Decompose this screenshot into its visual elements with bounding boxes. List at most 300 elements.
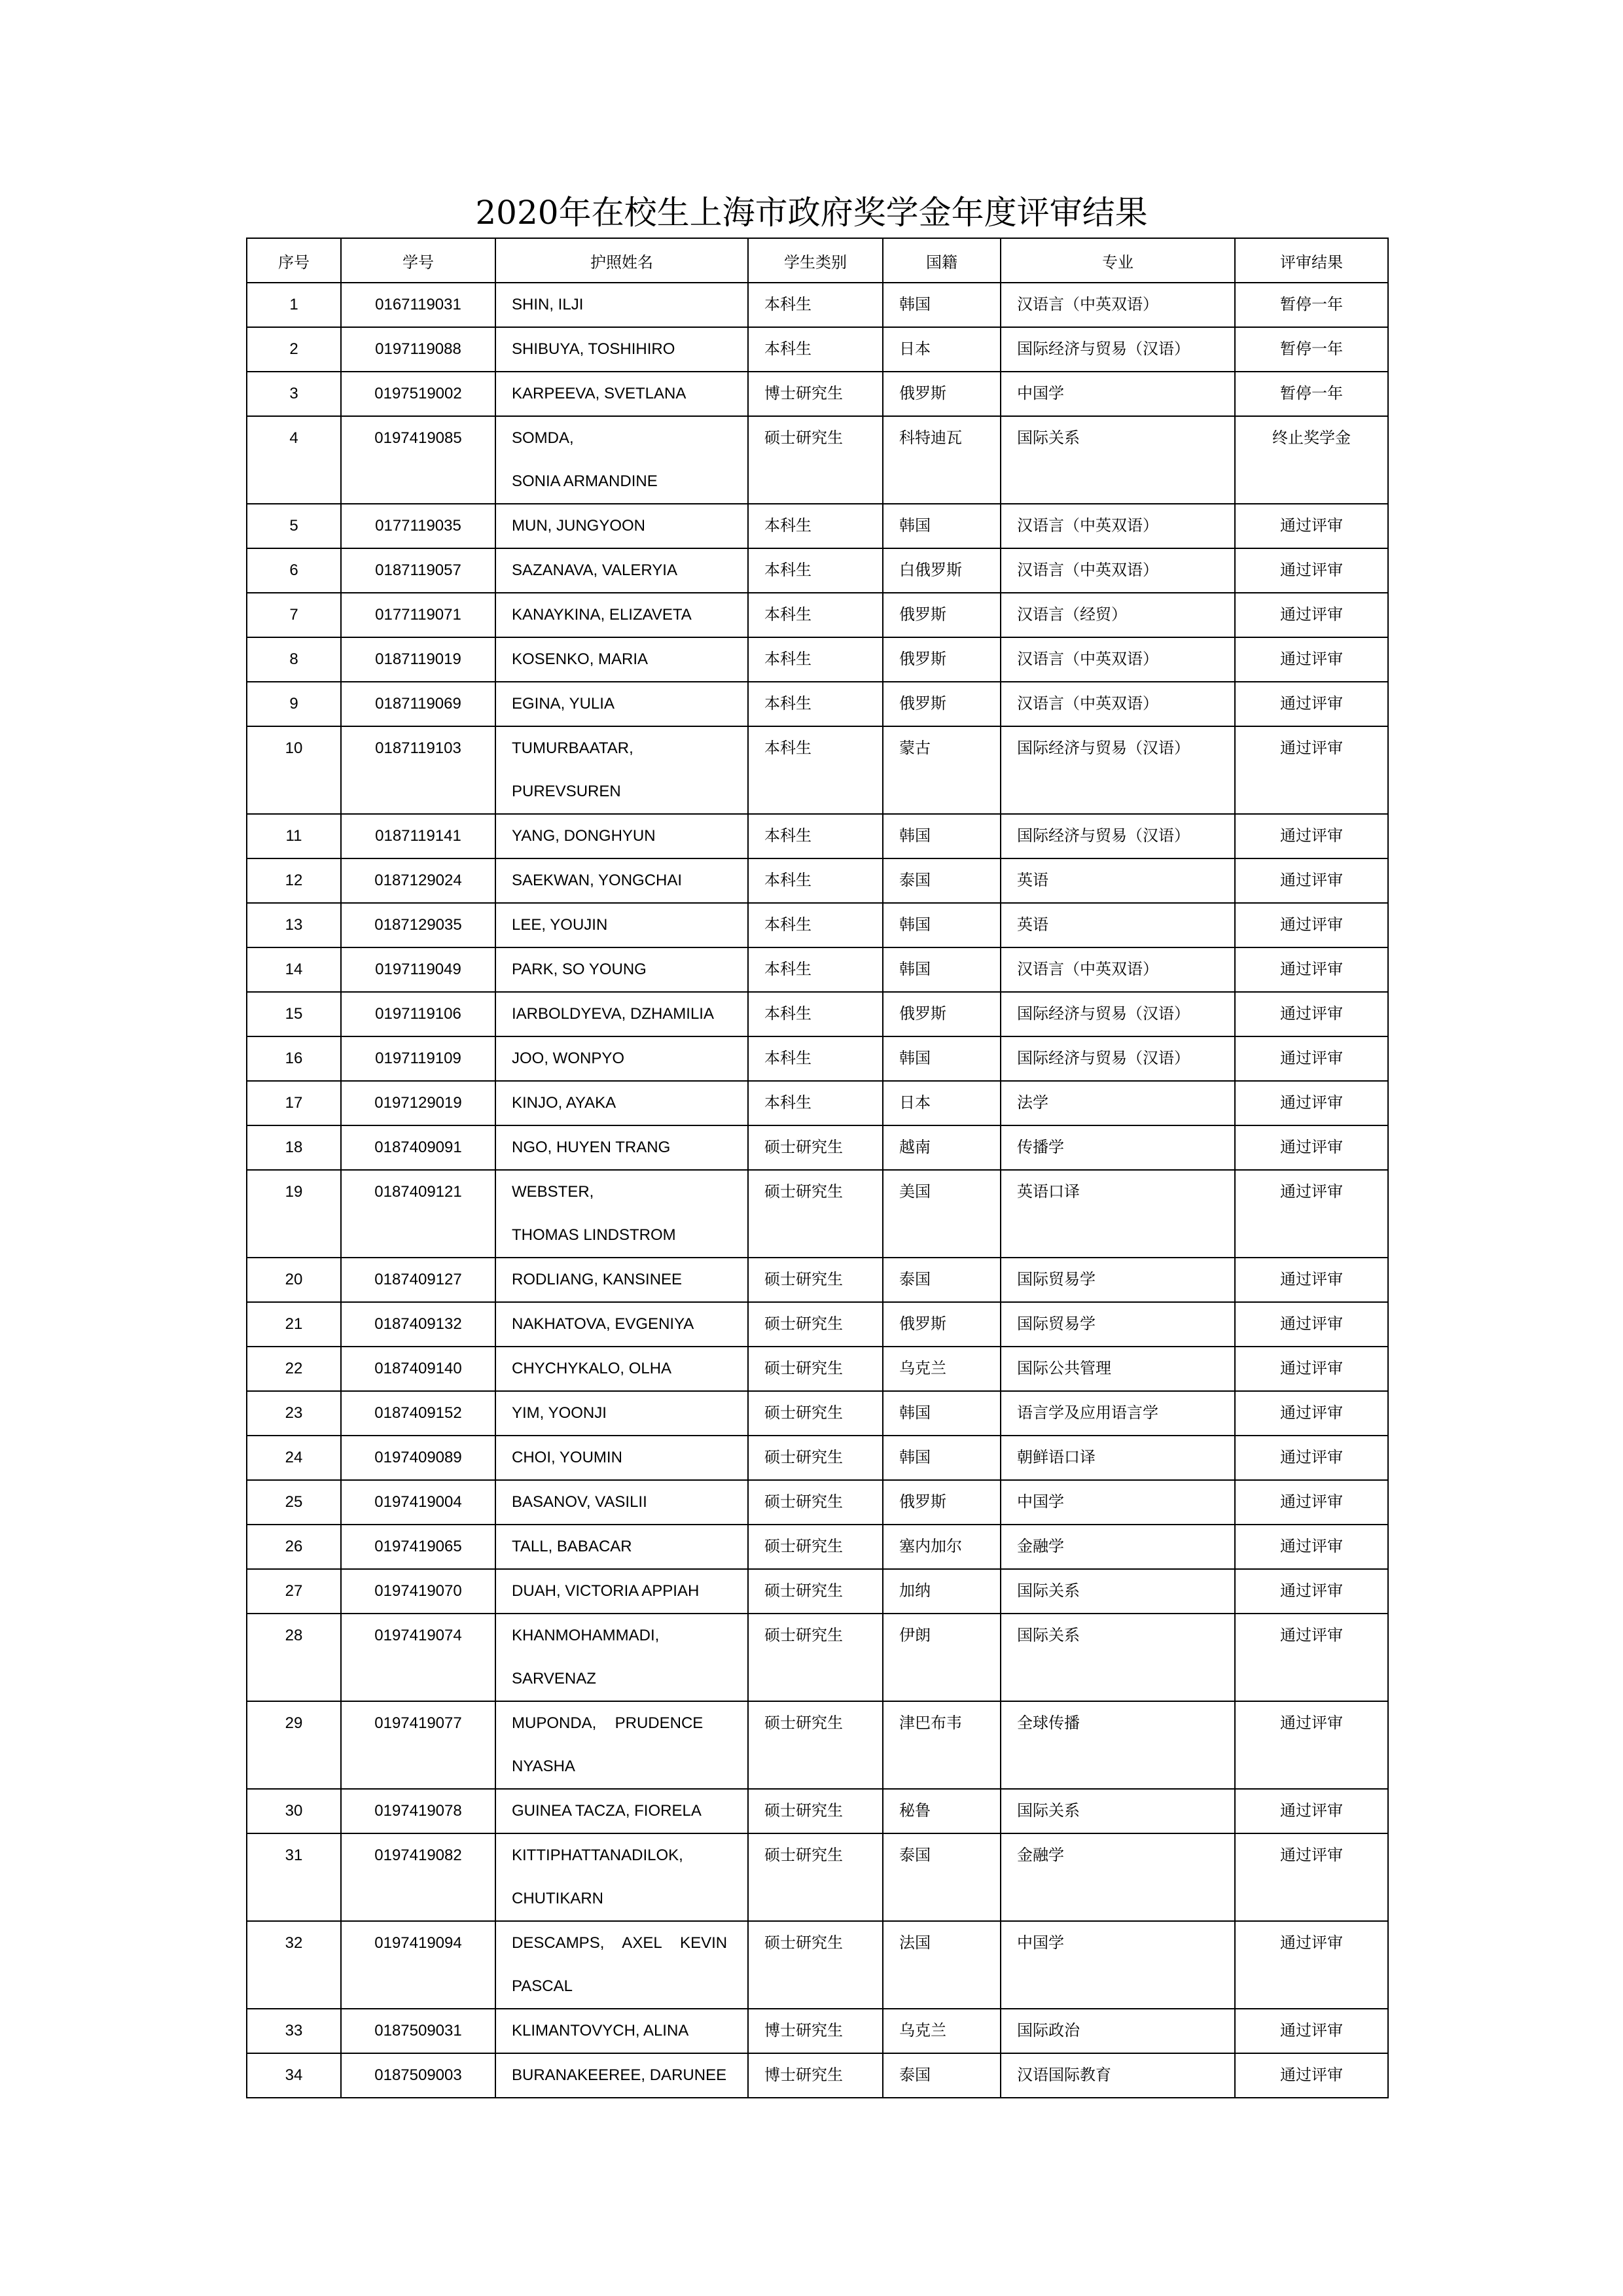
cell-seq-text: 16 bbox=[285, 1050, 303, 1067]
cell-major bbox=[1001, 416, 1235, 504]
cell-result-text: 通过评审 bbox=[1280, 1050, 1343, 1067]
cell-result bbox=[1235, 1921, 1388, 2009]
cell-result bbox=[1235, 283, 1388, 327]
cell-result bbox=[1235, 504, 1388, 548]
cell-result bbox=[1235, 1789, 1388, 1833]
cell-student-id bbox=[341, 1170, 495, 1258]
cell-student-type-text: 硕士研究生 bbox=[764, 1627, 843, 1644]
cell-result bbox=[1235, 548, 1388, 593]
cell-result-text: 通过评审 bbox=[1280, 916, 1343, 934]
cell-result-text: 通过评审 bbox=[1280, 739, 1343, 757]
cell-result-text: 通过评审 bbox=[1280, 827, 1343, 845]
cell-result bbox=[1235, 1125, 1388, 1170]
cell-result-text: 通过评审 bbox=[1280, 872, 1343, 889]
cell-student-id bbox=[341, 858, 495, 903]
cell-nationality-text: 俄罗斯 bbox=[899, 385, 946, 402]
cell-major bbox=[1001, 1921, 1235, 2009]
cell-student-type bbox=[748, 814, 883, 858]
cell-seq bbox=[247, 283, 341, 327]
cell-student-type-text: 硕士研究生 bbox=[764, 1183, 843, 1201]
cell-student-type bbox=[748, 1525, 883, 1569]
cell-student-id bbox=[341, 548, 495, 593]
passport-name-line: GUINEA TACZA, FIORELA bbox=[512, 1802, 702, 1820]
cell-student-id bbox=[341, 726, 495, 814]
cell-nationality bbox=[883, 504, 1001, 548]
passport-name-line: DESCAMPS, AXEL KEVIN bbox=[512, 1934, 728, 1952]
cell-result bbox=[1235, 1258, 1388, 1302]
cell-seq-text: 4 bbox=[289, 429, 298, 447]
cell-nationality-text: 泰国 bbox=[899, 1271, 931, 1288]
cell-seq-text: 10 bbox=[285, 739, 303, 757]
cell-student-type-text: 硕士研究生 bbox=[764, 1582, 843, 1600]
cell-result bbox=[1235, 1569, 1388, 1614]
passport-name-line: KITTIPHATTANADILOK, bbox=[512, 1846, 683, 1864]
cell-result bbox=[1235, 1614, 1388, 1701]
cell-major-text: 汉语言（中英双语） bbox=[1017, 296, 1158, 313]
cell-major bbox=[1001, 947, 1235, 992]
cell-student-id bbox=[341, 2053, 495, 2098]
table-row bbox=[247, 726, 1388, 814]
passport-name-line: BASANOV, VASILII bbox=[512, 1493, 647, 1511]
cell-seq-text: 11 bbox=[285, 827, 302, 845]
cell-student-id bbox=[341, 682, 495, 726]
cell-seq bbox=[247, 327, 341, 372]
passport-name-line: CHYCHYKALO, OLHA bbox=[512, 1360, 672, 1377]
cell-nationality bbox=[883, 1921, 1001, 2009]
cell-student-id-text: 0187509003 bbox=[374, 2066, 462, 2084]
cell-major-text: 国际经济与贸易（汉语） bbox=[1017, 739, 1190, 757]
cell-result bbox=[1235, 1081, 1388, 1125]
cell-student-type-text: 硕士研究生 bbox=[764, 1802, 843, 1820]
cell-seq bbox=[247, 1347, 341, 1391]
cell-major-text: 朝鲜语口译 bbox=[1017, 1449, 1096, 1466]
cell-student-type bbox=[748, 682, 883, 726]
cell-seq-text: 22 bbox=[285, 1360, 303, 1377]
cell-nationality bbox=[883, 992, 1001, 1036]
cell-seq bbox=[247, 814, 341, 858]
cell-result-text: 终止奖学金 bbox=[1272, 429, 1351, 447]
cell-student-id-text: 0197419077 bbox=[374, 1714, 462, 1732]
table-row bbox=[247, 1258, 1388, 1302]
cell-result-text: 暂停一年 bbox=[1280, 385, 1343, 402]
cell-result bbox=[1235, 858, 1388, 903]
cell-student-type-text: 硕士研究生 bbox=[764, 1271, 843, 1288]
cell-student-type bbox=[748, 1036, 883, 1081]
cell-passport-name bbox=[495, 1125, 748, 1170]
cell-student-type bbox=[748, 637, 883, 682]
passport-name-line: YANG, DONGHYUN bbox=[512, 827, 656, 845]
cell-student-id bbox=[341, 416, 495, 504]
header-seq: 序号 bbox=[247, 238, 341, 283]
cell-student-type bbox=[748, 1081, 883, 1125]
passport-name-line: RODLIANG, KANSINEE bbox=[512, 1271, 683, 1288]
cell-passport-name bbox=[495, 283, 748, 327]
passport-name-line: KANAYKINA, ELIZAVETA bbox=[512, 606, 692, 624]
cell-seq bbox=[247, 637, 341, 682]
cell-student-type bbox=[748, 903, 883, 947]
cell-result-text: 通过评审 bbox=[1280, 1714, 1343, 1732]
table-row bbox=[247, 1125, 1388, 1170]
cell-passport-name bbox=[495, 1480, 748, 1525]
passport-name-line: KOSENKO, MARIA bbox=[512, 650, 649, 668]
header-student-id: 学号 bbox=[341, 238, 495, 283]
cell-result-text: 通过评审 bbox=[1280, 1934, 1343, 1952]
passport-name-line: SONIA ARMANDINE bbox=[512, 472, 658, 490]
cell-result-text: 通过评审 bbox=[1280, 1627, 1343, 1644]
cell-result-text: 通过评审 bbox=[1280, 1139, 1343, 1156]
cell-major bbox=[1001, 1258, 1235, 1302]
cell-major bbox=[1001, 1480, 1235, 1525]
cell-student-id bbox=[341, 1833, 495, 1921]
cell-result bbox=[1235, 1480, 1388, 1525]
cell-seq bbox=[247, 858, 341, 903]
cell-seq-text: 25 bbox=[285, 1493, 303, 1511]
cell-major bbox=[1001, 327, 1235, 372]
cell-major bbox=[1001, 1170, 1235, 1258]
cell-passport-name bbox=[495, 1436, 748, 1480]
table-row bbox=[247, 1081, 1388, 1125]
cell-nationality-text: 秘鲁 bbox=[899, 1802, 931, 1820]
cell-student-id-text: 0187119141 bbox=[375, 827, 461, 845]
cell-student-id-text: 0187129035 bbox=[374, 916, 462, 934]
cell-result bbox=[1235, 1833, 1388, 1921]
cell-passport-name bbox=[495, 1921, 748, 2009]
cell-student-type-text: 硕士研究生 bbox=[764, 1846, 843, 1864]
cell-seq-text: 27 bbox=[285, 1582, 303, 1600]
cell-major-text: 英语口译 bbox=[1017, 1183, 1080, 1201]
cell-major bbox=[1001, 593, 1235, 637]
cell-student-type bbox=[748, 593, 883, 637]
cell-result-text: 通过评审 bbox=[1280, 1094, 1343, 1112]
cell-major-text: 国际经济与贸易（汉语） bbox=[1017, 1050, 1190, 1067]
cell-seq-text: 15 bbox=[285, 1005, 303, 1023]
cell-major bbox=[1001, 1614, 1235, 1701]
cell-major bbox=[1001, 726, 1235, 814]
passport-name-line: PASCAL bbox=[512, 1977, 573, 1995]
cell-result bbox=[1235, 1170, 1388, 1258]
cell-student-id bbox=[341, 814, 495, 858]
cell-result-text: 通过评审 bbox=[1280, 1802, 1343, 1820]
cell-seq bbox=[247, 1081, 341, 1125]
cell-result-text: 通过评审 bbox=[1280, 1582, 1343, 1600]
cell-student-id bbox=[341, 1302, 495, 1347]
cell-seq bbox=[247, 1525, 341, 1569]
cell-result bbox=[1235, 1391, 1388, 1436]
cell-nationality bbox=[883, 903, 1001, 947]
cell-seq bbox=[247, 372, 341, 416]
cell-result-text: 通过评审 bbox=[1280, 1005, 1343, 1023]
cell-student-id-text: 0187509031 bbox=[374, 2022, 462, 2040]
cell-nationality-text: 俄罗斯 bbox=[899, 1493, 946, 1511]
cell-student-type bbox=[748, 1569, 883, 1614]
cell-passport-name bbox=[495, 992, 748, 1036]
cell-major bbox=[1001, 548, 1235, 593]
cell-seq bbox=[247, 504, 341, 548]
cell-seq bbox=[247, 1258, 341, 1302]
cell-passport-name bbox=[495, 1833, 748, 1921]
table-row bbox=[247, 548, 1388, 593]
cell-student-type bbox=[748, 504, 883, 548]
cell-nationality bbox=[883, 2053, 1001, 2098]
cell-nationality bbox=[883, 814, 1001, 858]
cell-result-text: 通过评审 bbox=[1280, 1538, 1343, 1555]
cell-nationality-text: 加纳 bbox=[899, 1582, 931, 1600]
cell-student-id bbox=[341, 1347, 495, 1391]
cell-passport-name bbox=[495, 858, 748, 903]
cell-nationality bbox=[883, 1701, 1001, 1789]
cell-major bbox=[1001, 1525, 1235, 1569]
passport-name-line: DUAH, VICTORIA APPIAH bbox=[512, 1582, 700, 1600]
passport-name-line: MUN, JUNGYOON bbox=[512, 517, 645, 535]
passport-name-line: NAKHATOVA, EVGENIYA bbox=[512, 1315, 694, 1333]
cell-student-id bbox=[341, 1081, 495, 1125]
cell-result bbox=[1235, 726, 1388, 814]
table-row bbox=[247, 327, 1388, 372]
cell-nationality-text: 韩国 bbox=[899, 296, 931, 313]
cell-major bbox=[1001, 682, 1235, 726]
results-table bbox=[246, 238, 1389, 2098]
cell-student-type bbox=[748, 726, 883, 814]
cell-major-text: 汉语言（中英双语） bbox=[1017, 961, 1158, 978]
cell-result-text: 通过评审 bbox=[1280, 1404, 1343, 1422]
cell-student-type bbox=[748, 548, 883, 593]
cell-seq-text: 26 bbox=[285, 1538, 303, 1555]
cell-seq bbox=[247, 903, 341, 947]
cell-student-type bbox=[748, 1833, 883, 1921]
cell-result-text: 通过评审 bbox=[1280, 2022, 1343, 2040]
cell-seq-text: 19 bbox=[285, 1183, 303, 1201]
cell-major-text: 国际贸易学 bbox=[1017, 1271, 1096, 1288]
cell-seq-text: 30 bbox=[285, 1802, 303, 1820]
cell-seq bbox=[247, 682, 341, 726]
passport-name-line: SHIBUYA, TOSHIHIRO bbox=[512, 340, 675, 358]
passport-name-line: NGO, HUYEN TRANG bbox=[512, 1139, 671, 1156]
passport-name-line: SAZANAVA, VALERYIA bbox=[512, 561, 677, 579]
cell-major bbox=[1001, 1302, 1235, 1347]
cell-passport-name bbox=[495, 416, 748, 504]
header-passport-name: 护照姓名 bbox=[495, 238, 748, 283]
cell-nationality-text: 韩国 bbox=[899, 1449, 931, 1466]
cell-major-text: 国际贸易学 bbox=[1017, 1315, 1096, 1333]
cell-student-id-text: 0187409140 bbox=[374, 1360, 462, 1377]
cell-nationality bbox=[883, 593, 1001, 637]
cell-result bbox=[1235, 327, 1388, 372]
cell-student-id-text: 0187119103 bbox=[375, 739, 461, 757]
passport-name-line: CHOI, YOUMIN bbox=[512, 1449, 622, 1466]
cell-nationality bbox=[883, 1789, 1001, 1833]
cell-nationality bbox=[883, 372, 1001, 416]
cell-student-type-text: 本科生 bbox=[764, 1005, 812, 1023]
cell-student-id bbox=[341, 1036, 495, 1081]
cell-result-text: 暂停一年 bbox=[1280, 296, 1343, 313]
cell-seq-text: 28 bbox=[285, 1627, 303, 1644]
table-row bbox=[247, 1525, 1388, 1569]
table-row bbox=[247, 372, 1388, 416]
cell-result-text: 暂停一年 bbox=[1280, 340, 1343, 358]
cell-nationality bbox=[883, 1125, 1001, 1170]
cell-seq-text: 12 bbox=[285, 872, 303, 889]
cell-seq-text: 6 bbox=[289, 561, 298, 579]
passport-name-line: EGINA, YULIA bbox=[512, 695, 615, 713]
cell-seq-text: 31 bbox=[285, 1846, 303, 1864]
cell-result bbox=[1235, 372, 1388, 416]
cell-passport-name bbox=[495, 1347, 748, 1391]
passport-name-line: YIM, YOONJI bbox=[512, 1404, 607, 1422]
passport-name-line: PARK, SO YOUNG bbox=[512, 961, 647, 978]
passport-name-line: LEE, YOUJIN bbox=[512, 916, 608, 934]
cell-student-id-text: 0197419004 bbox=[374, 1493, 462, 1511]
cell-passport-name bbox=[495, 1525, 748, 1569]
table-row bbox=[247, 1436, 1388, 1480]
cell-major-text: 国际经济与贸易（汉语） bbox=[1017, 827, 1190, 845]
cell-nationality bbox=[883, 1480, 1001, 1525]
cell-student-type bbox=[748, 2009, 883, 2053]
cell-student-id-text: 0187119057 bbox=[375, 561, 461, 579]
cell-passport-name bbox=[495, 814, 748, 858]
cell-nationality bbox=[883, 1614, 1001, 1701]
cell-major-text: 国际关系 bbox=[1017, 1802, 1080, 1820]
cell-major-text: 汉语言（经贸） bbox=[1017, 606, 1127, 624]
cell-nationality-text: 美国 bbox=[899, 1183, 931, 1201]
table-row bbox=[247, 1701, 1388, 1789]
cell-student-id-text: 0197419094 bbox=[374, 1934, 462, 1952]
cell-seq bbox=[247, 1302, 341, 1347]
cell-major bbox=[1001, 1833, 1235, 1921]
cell-nationality bbox=[883, 682, 1001, 726]
cell-student-id bbox=[341, 1789, 495, 1833]
cell-result-text: 通过评审 bbox=[1280, 561, 1343, 579]
header-student-type: 学生类别 bbox=[748, 238, 883, 283]
cell-student-type-text: 硕士研究生 bbox=[764, 1538, 843, 1555]
cell-student-id bbox=[341, 1258, 495, 1302]
passport-name-line: SHIN, ILJI bbox=[512, 296, 584, 313]
cell-result bbox=[1235, 1036, 1388, 1081]
cell-passport-name bbox=[495, 1391, 748, 1436]
header-major: 专业 bbox=[1001, 238, 1235, 283]
cell-student-id bbox=[341, 1525, 495, 1569]
cell-nationality-text: 乌克兰 bbox=[899, 2022, 946, 2040]
table-row bbox=[247, 814, 1388, 858]
cell-nationality bbox=[883, 327, 1001, 372]
cell-seq bbox=[247, 992, 341, 1036]
cell-result-text: 通过评审 bbox=[1280, 2066, 1343, 2084]
passport-name-line: KARPEEVA, SVETLANA bbox=[512, 385, 687, 402]
cell-nationality-text: 科特迪瓦 bbox=[899, 429, 962, 447]
cell-passport-name bbox=[495, 1170, 748, 1258]
cell-major-text: 英语 bbox=[1017, 872, 1048, 889]
cell-seq-text: 23 bbox=[285, 1404, 303, 1422]
cell-passport-name bbox=[495, 903, 748, 947]
cell-student-type-text: 硕士研究生 bbox=[764, 1493, 843, 1511]
cell-student-type-text: 硕士研究生 bbox=[764, 1934, 843, 1952]
cell-major bbox=[1001, 2053, 1235, 2098]
cell-student-id bbox=[341, 327, 495, 372]
passport-name-line: JOO, WONPYO bbox=[512, 1050, 625, 1067]
cell-student-id bbox=[341, 947, 495, 992]
cell-nationality-text: 俄罗斯 bbox=[899, 650, 946, 668]
cell-seq bbox=[247, 2009, 341, 2053]
cell-seq bbox=[247, 1125, 341, 1170]
cell-student-id-text: 0197419070 bbox=[374, 1582, 462, 1600]
cell-student-id-text: 0197419065 bbox=[374, 1538, 462, 1555]
cell-result bbox=[1235, 416, 1388, 504]
cell-student-id-text: 0187129024 bbox=[374, 872, 462, 889]
cell-passport-name bbox=[495, 593, 748, 637]
cell-nationality-text: 韩国 bbox=[899, 1050, 931, 1067]
cell-seq bbox=[247, 1569, 341, 1614]
cell-student-type-text: 本科生 bbox=[764, 1050, 812, 1067]
cell-student-type bbox=[748, 1614, 883, 1701]
cell-student-id-text: 0177119071 bbox=[375, 606, 461, 624]
cell-seq bbox=[247, 2053, 341, 2098]
table-row bbox=[247, 1789, 1388, 1833]
cell-result bbox=[1235, 1436, 1388, 1480]
cell-student-type bbox=[748, 1701, 883, 1789]
cell-result bbox=[1235, 947, 1388, 992]
cell-major-text: 国际关系 bbox=[1017, 429, 1080, 447]
cell-student-id-text: 0167119031 bbox=[375, 296, 461, 313]
table-row bbox=[247, 283, 1388, 327]
passport-name-line: WEBSTER, bbox=[512, 1183, 594, 1201]
cell-student-id-text: 0197419085 bbox=[374, 429, 462, 447]
passport-name-line: CHUTIKARN bbox=[512, 1890, 604, 1907]
cell-seq-text: 24 bbox=[285, 1449, 303, 1466]
cell-major bbox=[1001, 814, 1235, 858]
cell-major bbox=[1001, 1081, 1235, 1125]
cell-result-text: 通过评审 bbox=[1280, 1183, 1343, 1201]
cell-passport-name bbox=[495, 2009, 748, 2053]
passport-name-line: MUPONDA, PRUDENCE bbox=[512, 1714, 704, 1732]
cell-major-text: 金融学 bbox=[1017, 1846, 1064, 1864]
cell-seq bbox=[247, 1036, 341, 1081]
table-row bbox=[247, 1347, 1388, 1391]
passport-name-line: KLIMANTOVYCH, ALINA bbox=[512, 2022, 689, 2040]
table-row bbox=[247, 682, 1388, 726]
table-row bbox=[247, 903, 1388, 947]
cell-major-text: 汉语国际教育 bbox=[1017, 2066, 1111, 2084]
cell-result-text: 通过评审 bbox=[1280, 1271, 1343, 1288]
cell-student-type-text: 本科生 bbox=[764, 961, 812, 978]
cell-student-id bbox=[341, 1125, 495, 1170]
cell-student-type-text: 本科生 bbox=[764, 695, 812, 713]
cell-student-id-text: 0187409121 bbox=[374, 1183, 462, 1201]
cell-nationality-text: 泰国 bbox=[899, 2066, 931, 2084]
cell-seq-text: 29 bbox=[285, 1714, 303, 1732]
cell-student-type bbox=[748, 1436, 883, 1480]
cell-nationality bbox=[883, 1569, 1001, 1614]
cell-seq bbox=[247, 1701, 341, 1789]
cell-student-id-text: 0197419078 bbox=[374, 1802, 462, 1820]
cell-major-text: 中国学 bbox=[1017, 385, 1064, 402]
cell-nationality bbox=[883, 548, 1001, 593]
cell-result bbox=[1235, 637, 1388, 682]
cell-passport-name bbox=[495, 504, 748, 548]
cell-result-text: 通过评审 bbox=[1280, 650, 1343, 668]
cell-major bbox=[1001, 1125, 1235, 1170]
cell-student-type bbox=[748, 283, 883, 327]
cell-seq-text: 20 bbox=[285, 1271, 303, 1288]
cell-student-type bbox=[748, 372, 883, 416]
table-row bbox=[247, 1480, 1388, 1525]
header-row bbox=[247, 238, 1388, 283]
cell-student-type-text: 硕士研究生 bbox=[764, 1404, 843, 1422]
cell-student-id bbox=[341, 1569, 495, 1614]
cell-student-id-text: 0187119069 bbox=[375, 695, 461, 713]
cell-major bbox=[1001, 504, 1235, 548]
cell-result bbox=[1235, 2009, 1388, 2053]
cell-nationality bbox=[883, 1081, 1001, 1125]
cell-passport-name bbox=[495, 327, 748, 372]
